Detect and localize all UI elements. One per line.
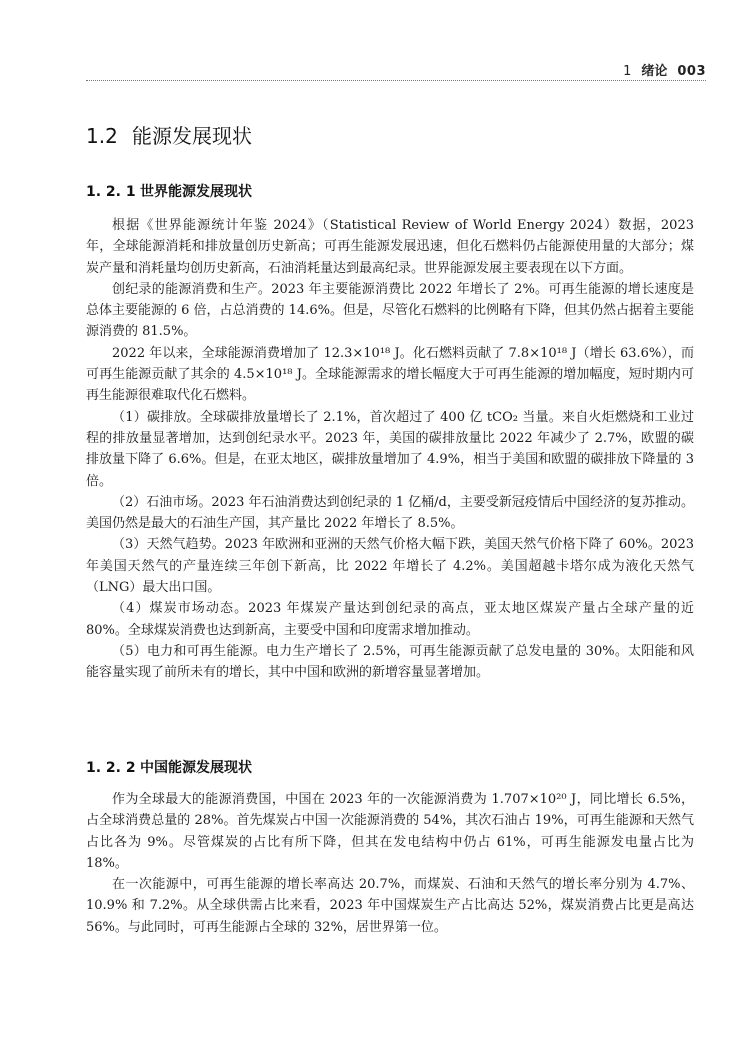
subsection-2-body	[86, 789, 694, 938]
paragraph: 2022 年以来，全球能源消费增加了 12.3×10¹⁸ J。化石燃料贡献了 7.8×10¹⁸ J（增长 63.6%），而可再生能源贡献了其余的 4.5×10¹⁸ J。全球能源需求的增长幅度大于可再生能源的增加幅度，短时期内可再生能源很难取代化石燃料。	[86, 345, 694, 404]
section-number: 1.2	[86, 124, 118, 148]
section-heading	[86, 120, 252, 149]
subsection-heading-1	[86, 181, 252, 201]
subsection-number: 1. 2. 1	[86, 184, 136, 200]
paragraph: （4）煤炭市场动态。2023 年煤炭产量达到创纪录的高点，亚太地区煤炭产量占全球产量的近 80%。全球煤炭消费也达到新高，主要受中国和印度需求增加推动。	[86, 601, 694, 638]
subsection-number: 1. 2. 2	[86, 760, 136, 776]
subsection-1-body	[86, 215, 694, 684]
paragraph: （3）天然气趋势。2023 年欧洲和亚洲的天然气价格大幅下跌，美国天然气价格下降了 60%。2023 年美国天然气的产量连续三年创下新高，比 2022 年增长了 4.2%。美国超越卡塔尔成为液化天然气（LNG）最大出口国。	[86, 537, 694, 596]
paragraph: （1）碳排放。全球碳排放量增长了 2.1%，首次超过了 400 亿 tCO₂ 当量。来自火炬燃烧和工业过程的排放量显著增加，达到创纪录水平。2023 年，美国的碳排放量比 2022 年减少了 2.7%，欧盟的碳排放量下降了 6.6%。但是，在亚太地区，碳排放量增加了 4.9%，相当于美国和欧盟的碳排放下降量的 3 倍。	[86, 409, 694, 489]
subsection-heading-2	[86, 757, 252, 777]
subsection-title: 中国能源发展现状	[140, 760, 252, 776]
paragraph: 作为全球最大的能源消费国，中国在 2023 年的一次能源消费为 1.707×10²⁰ J，同比增长 6.5%，占全球消费总量的 28%。首先煤炭占中国一次能源消费的 54%，其次石油占 19%，可再生能源和天然气占比各为 9%。尽管煤炭的占比有所下降，但其在发电结构中仍占 61%，可再生能源发电量占比为 18%。	[86, 792, 694, 871]
paragraph: （5）电力和可再生能源。电力生产增长了 2.5%，可再生能源贡献了总发电量的 30%。太阳能和风能容量实现了前所未有的增长，其中中国和欧洲的新增容量显著增加。	[86, 643, 694, 681]
page-number: 003	[677, 64, 706, 79]
paragraph: 创纪录的能源消费和生产。2023 年主要能源消费比 2022 年增长了 2%。可再生能源的增长速度是总体主要能源的 6 倍，占总消费的 14.6%。但是，尽管化石燃料的比例略有下降，但其仍然占据着主要能源消费的 81.5%。	[86, 281, 694, 340]
subsection-title: 世界能源发展现状	[140, 184, 252, 200]
paragraph: 根据《世界能源统计年鉴 2024》（Statistical Review of World Energy 2024）数据，2023 年，全球能源消耗和排放量创历史新高；可再生能源发展迅速，但化石燃料仍占能源使用量的大部分；煤炭产量和消耗量均创历史新高，石油消耗量达到最高纪录。世界能源发展主要表现在以下方面。	[86, 218, 694, 276]
chapter-title: 绪论	[641, 64, 668, 79]
section-title: 能源发展现状	[132, 124, 252, 148]
running-header	[623, 60, 706, 79]
paragraph: 在一次能源中，可再生能源的增长率高达 20.7%，而煤炭、石油和天然气的增长率分别为 4.7%、10.9% 和 7.2%。从全球供需占比来看，2023 年中国煤炭生产占比高达 52%，煤炭消费占比更是高达 56%。与此同时，可再生能源占全球的 32%，居世界第一位。	[86, 877, 694, 935]
chapter-number: 1	[623, 64, 632, 79]
paragraph: （2）石油市场。2023 年石油消费达到创纪录的 1 亿桶/d，主要受新冠疫情后中国经济的复苏推动。美国仍然是最大的石油生产国，其产量比 2022 年增长了 8.5%。	[86, 494, 694, 532]
header-divider	[86, 80, 706, 81]
